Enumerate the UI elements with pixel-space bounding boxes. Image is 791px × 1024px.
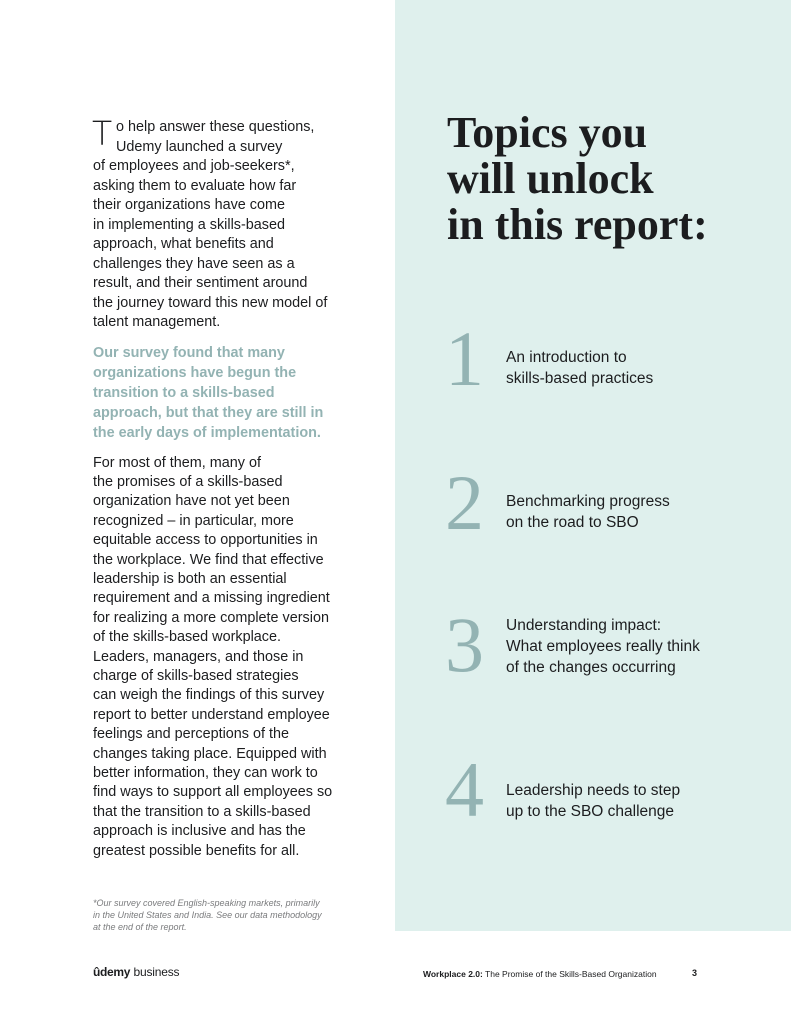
- topic-line: An introduction to: [506, 349, 627, 366]
- body-line: feelings and perceptions of the: [93, 726, 290, 743]
- intro-line: their organizations have come: [93, 197, 285, 213]
- footnote-line: at the end of the report.: [93, 922, 187, 932]
- topic-text: [506, 347, 736, 389]
- body-line: of the skills-based workplace.: [93, 629, 281, 646]
- topic-text: [506, 491, 736, 533]
- intro-line: o help answer these questions,: [116, 119, 315, 135]
- intro-line: of employees and job-seekers*,: [93, 158, 295, 174]
- topic-line: Understanding impact:: [506, 617, 662, 634]
- topic-line: of the changes occurring: [506, 659, 676, 676]
- footer-document-title: [423, 969, 657, 979]
- highlight-line: Our survey found that many: [93, 344, 285, 361]
- body-paragraph: [93, 454, 345, 862]
- topic-number: 2: [445, 459, 484, 546]
- topics-heading-line: in this report:: [447, 200, 708, 249]
- topic-text: [506, 780, 736, 822]
- intro-line: approach, what benefits and: [93, 236, 274, 252]
- body-line: changes taking place. Equipped with: [93, 745, 327, 762]
- footer-title-bold: Workplace 2.0:: [423, 969, 483, 979]
- body-line: for realizing a more complete version: [93, 609, 329, 626]
- topic-line: up to the SBO challenge: [506, 803, 675, 820]
- body-line: charge of skills-based strategies: [93, 667, 299, 684]
- logo-sub: business: [133, 965, 180, 979]
- body-line: leadership is both an essential: [93, 570, 287, 587]
- body-line: greatest possible benefits for all.: [93, 842, 300, 859]
- intro-column: [92, 114, 345, 861]
- footnote: [93, 897, 348, 933]
- body-line: organization have not yet been: [93, 493, 290, 510]
- intro-paragraph: [92, 114, 345, 333]
- highlight-line: the early days of implementation.: [93, 424, 321, 441]
- topic-text: [506, 615, 736, 678]
- page-number: 3: [692, 968, 698, 978]
- footer-title-rest: The Promise of the Skills-Based Organization: [482, 969, 657, 979]
- body-line: find ways to support all employees so: [93, 784, 333, 801]
- intro-line: challenges they have seen as a: [93, 255, 295, 272]
- body-line: that the transition to a skills-based: [93, 803, 311, 820]
- intro-line: in implementing a skills-based: [93, 216, 285, 233]
- topic-line: on the road to SBO: [506, 514, 639, 531]
- body-line: can weigh the findings of this survey: [93, 687, 325, 704]
- body-line: the promises of a skills-based: [93, 473, 283, 490]
- drop-cap: T: [92, 114, 113, 153]
- topic-line: Leadership needs to step: [506, 782, 681, 799]
- body-line: the workplace. We find that effective: [93, 551, 324, 568]
- body-line: approach is inclusive and has the: [93, 823, 306, 840]
- highlight-paragraph: [93, 343, 345, 443]
- body-line: Leaders, managers, and those in: [93, 648, 304, 665]
- topic-number: 1: [445, 315, 484, 402]
- topic-line: skills-based practices: [506, 370, 654, 387]
- highlight-line: organizations have begun the: [93, 364, 297, 381]
- logo-brand: ûdemy: [93, 965, 131, 979]
- topic-line: Benchmarking progress: [506, 493, 670, 510]
- intro-line: result, and their sentiment around: [93, 275, 308, 291]
- intro-line: Udemy launched a survey: [116, 138, 283, 155]
- intro-line: the journey toward this new model of: [93, 294, 328, 311]
- body-line: better information, they can work to: [93, 765, 318, 781]
- body-line: requirement and a missing ingredient: [93, 590, 330, 607]
- footnote-line: in the United States and India. See our data methodology: [93, 910, 322, 920]
- topic-number: 3: [445, 601, 484, 688]
- topic-line: What employees really think: [506, 638, 700, 655]
- topics-heading-line: will unlock: [447, 154, 654, 203]
- topics-heading-line: Topics you: [447, 108, 648, 157]
- body-line: recognized – in particular, more: [93, 512, 294, 529]
- topic-number: 4: [445, 746, 484, 833]
- highlight-line: transition to a skills-based: [93, 384, 275, 401]
- body-line: For most of them, many of: [93, 454, 261, 471]
- intro-line: talent management.: [93, 314, 221, 330]
- footnote-line: *Our survey covered English-speaking markets, primarily: [93, 898, 320, 908]
- udemy-business-logo: [93, 965, 179, 979]
- intro-line: asking them to evaluate how far: [93, 177, 297, 194]
- body-line: equitable access to opportunities in: [93, 532, 318, 549]
- topics-heading: [447, 110, 767, 248]
- highlight-line: approach, but that they are still in: [93, 404, 324, 421]
- body-line: report to better understand employee: [93, 706, 330, 723]
